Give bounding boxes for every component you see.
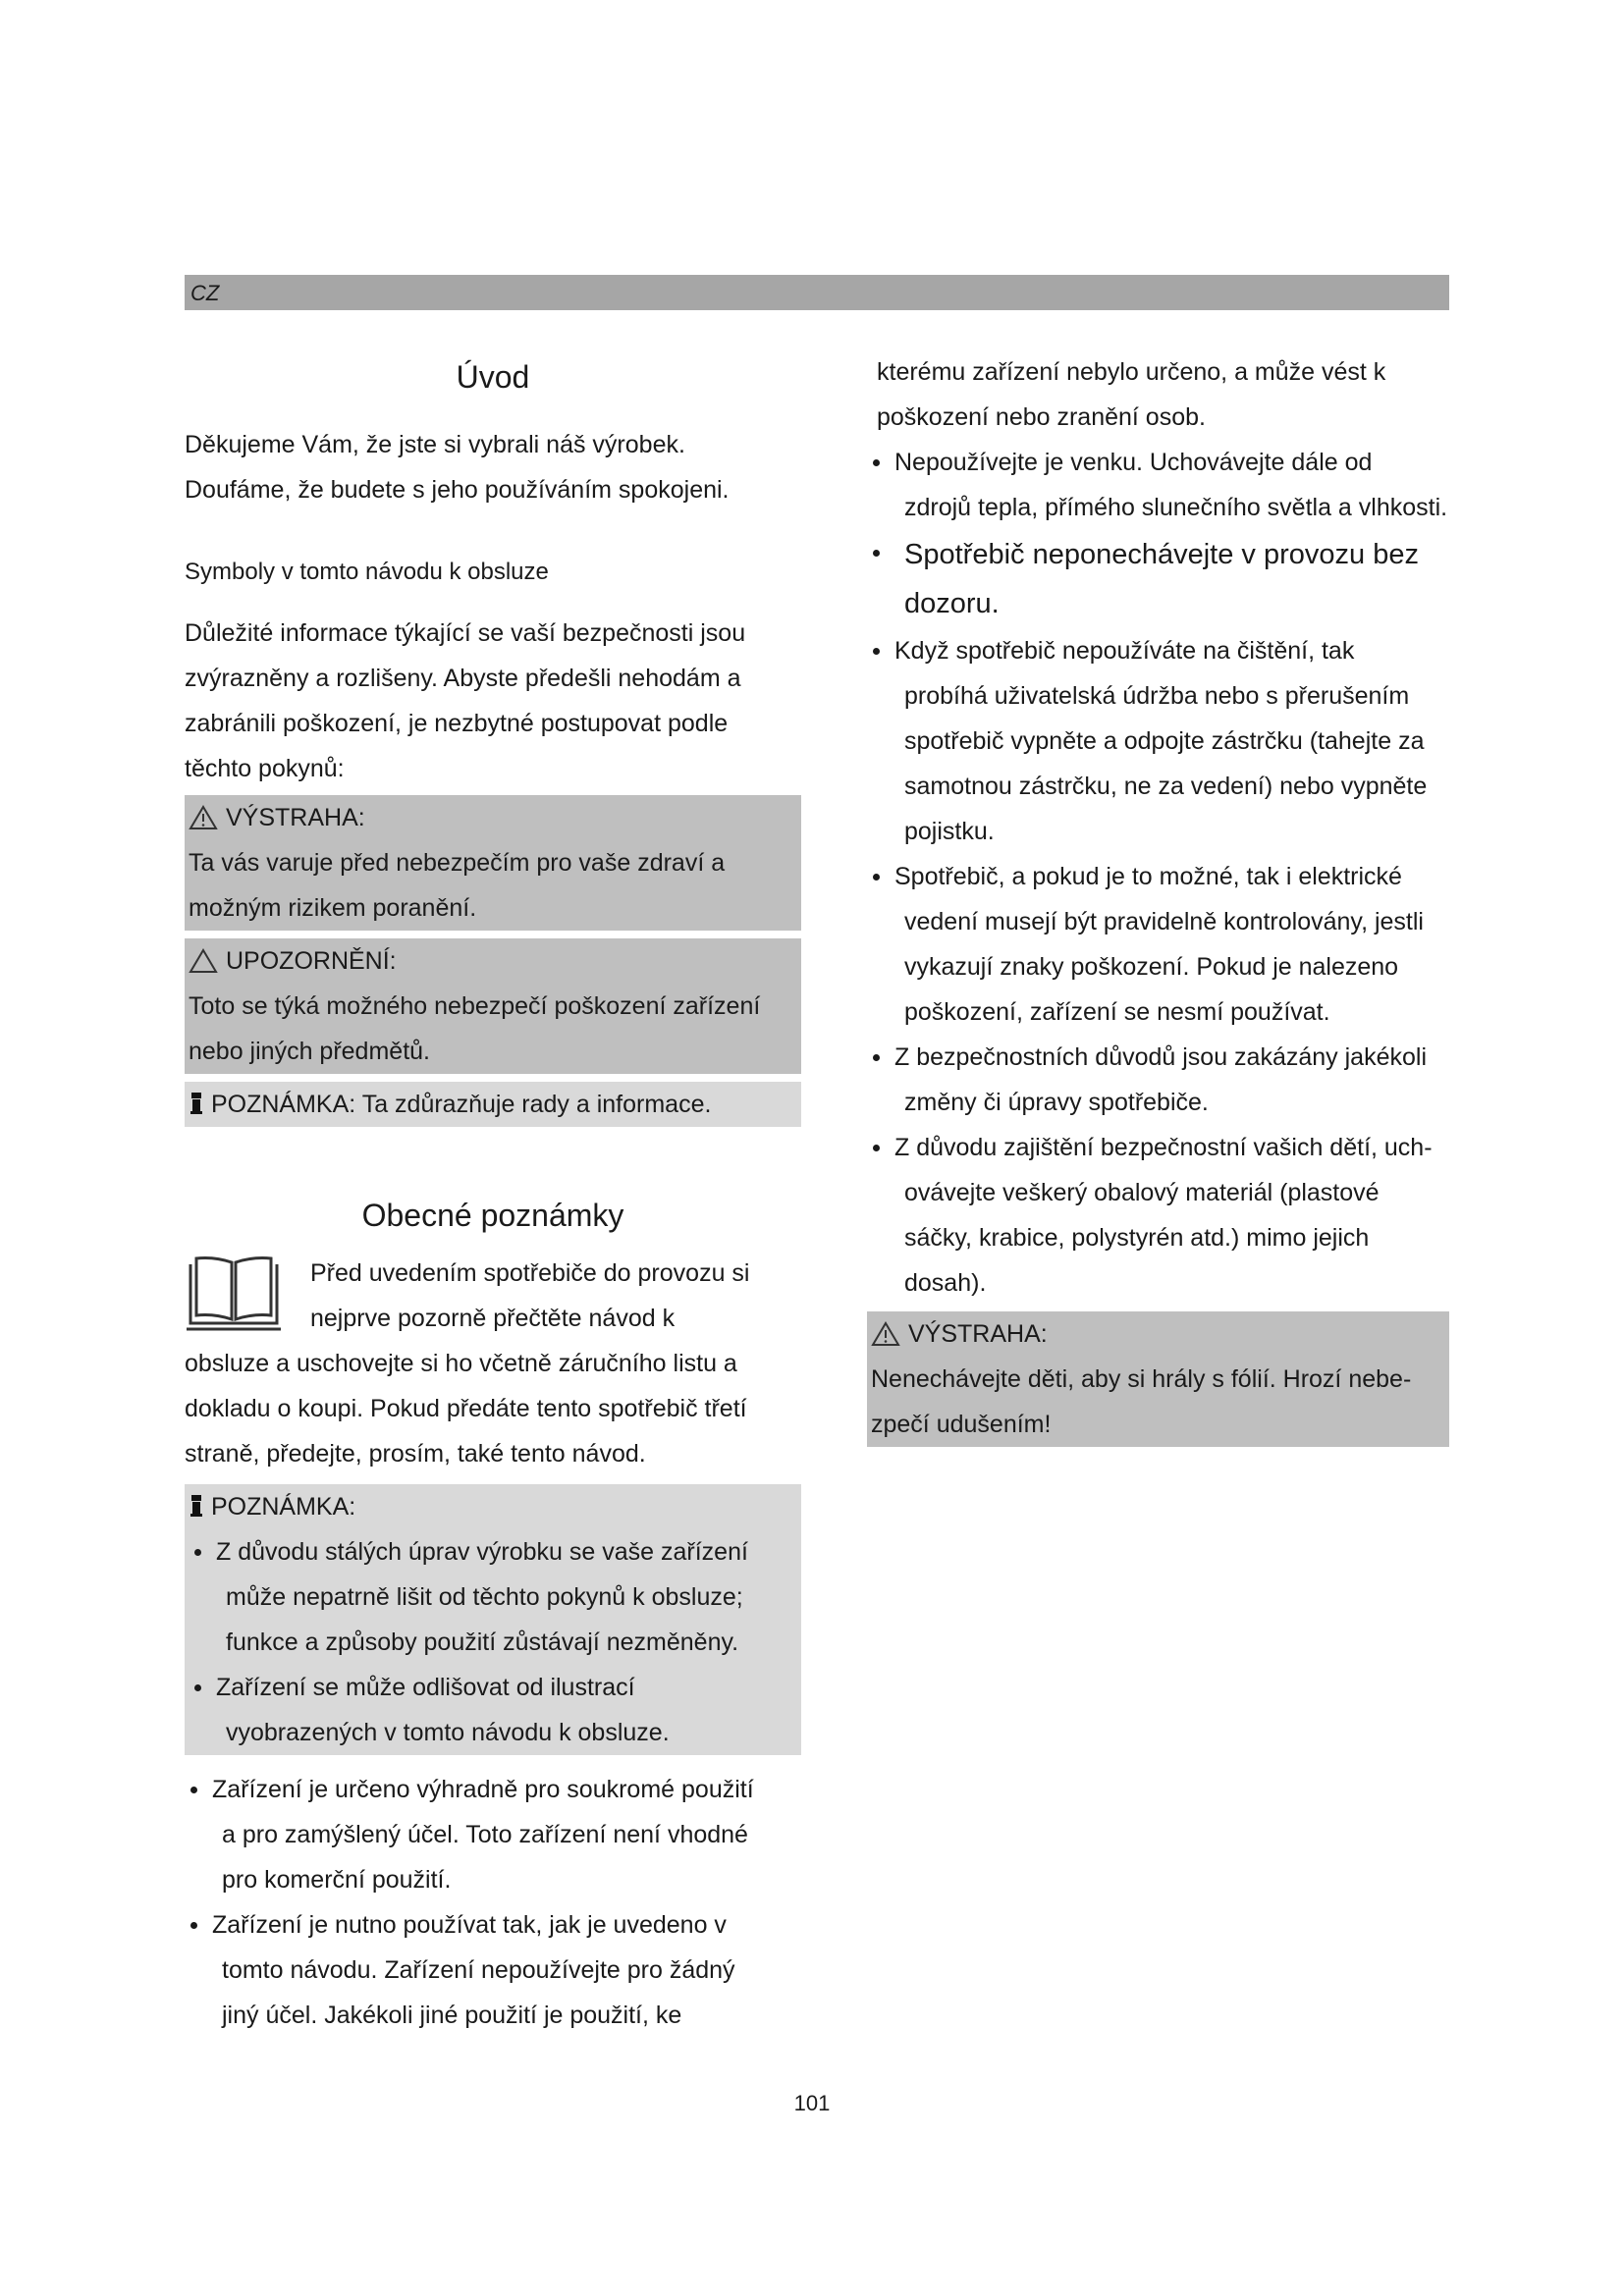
list-item — [867, 1035, 1449, 1125]
general-title: Obecné poznámky — [361, 1198, 624, 1233]
language-bar — [185, 275, 1449, 310]
language-code: CZ — [190, 281, 220, 305]
list-line: Z bezpečnostních důvodů jsou zakázány jakékoli — [894, 1043, 1427, 1071]
info-icon — [189, 1091, 204, 1116]
list-item — [189, 1665, 797, 1755]
symbols-text — [185, 611, 801, 791]
list-line: Z důvodu stálých úprav výrobku se vaše zařízení — [216, 1538, 748, 1566]
caution-title — [189, 938, 797, 984]
list-line: vykazují znaky poškození. Pokud je nalezeno — [904, 953, 1399, 981]
caution-title-text: UPOZORNĚNÍ: — [226, 947, 397, 975]
note2-box — [185, 1484, 801, 1755]
warning-icon — [189, 805, 218, 830]
info-icon — [189, 1493, 204, 1519]
left-column — [185, 349, 801, 2038]
note-line — [189, 1082, 797, 1127]
list-line: dosah). — [904, 1269, 987, 1297]
list-line: Nepoužívejte je venku. Uchovávejte dále od — [894, 449, 1373, 476]
note-box — [185, 1082, 801, 1127]
list-line: Z důvodu zajištění bezpečnostní vašich dětí, uch- — [894, 1134, 1433, 1161]
list-item — [185, 1902, 801, 2038]
symbols-line: zvýrazněny a rozlišeny. Abyste předešli nehodám a — [185, 665, 741, 692]
list-line: Když spotřebič nepoužíváte na čištění, tak — [894, 637, 1355, 665]
general-line: dokladu o koupi. Pokud předáte tento spotřebič třetí — [185, 1395, 747, 1422]
note2-title — [189, 1484, 797, 1529]
list-item — [867, 1125, 1449, 1306]
general-line: Před uvedením spotřebiče do provozu si — [310, 1259, 750, 1287]
list-line: poškození, zařízení se nesmí používat. — [904, 998, 1330, 1026]
caution-line: nebo jiných předmětů. — [189, 1038, 430, 1065]
list-line: Spotřebič neponechávejte v provozu bez — [904, 539, 1419, 570]
intro-line: Děkujeme Vám, že jste si vybrali náš výrobek. — [185, 431, 685, 458]
right-column — [867, 349, 1449, 1447]
general-line: straně, předejte, prosím, také tento návod. — [185, 1440, 646, 1468]
warning-title — [189, 795, 797, 840]
left-bullet-list — [185, 1767, 801, 2038]
list-item — [867, 440, 1449, 530]
general-text — [185, 1251, 801, 1476]
list-line: Spotřebič, a pokud je to možné, tak i elektrické — [894, 863, 1402, 890]
list-line: změny či úpravy spotřebiče. — [904, 1089, 1209, 1116]
list-line: vedení musejí být pravidelně kontrolovány, jestli — [904, 908, 1424, 935]
symbols-line: zabránili poškození, je nezbytné postupovat podle — [185, 710, 729, 737]
symbols-line: Důležité informace týkající se vaší bezpečnosti jsou — [185, 619, 746, 647]
symbols-heading: Symboly v tomto návodu k obsluze — [185, 559, 549, 585]
note2-title-text: POZNÁMKA: — [210, 1493, 356, 1521]
right-warning-box — [867, 1311, 1449, 1447]
list-line: sáčky, krabice, polystyrén atd.) mimo jejich — [904, 1224, 1370, 1252]
general-line: obsluze a uschovejte si ho včetně záručního listu a — [185, 1350, 737, 1377]
right-bullet-list — [867, 440, 1449, 1306]
note-text: Ta zdůrazňuje rady a informace. — [355, 1091, 712, 1118]
list-line: pro komerční použití. — [222, 1866, 452, 1894]
list-item — [867, 530, 1449, 628]
list-line: zdrojů tepla, přímého slunečního světla a vlhkosti. — [904, 494, 1448, 521]
list-line: dozoru. — [904, 588, 1000, 619]
right-warning-line: Nenechávejte děti, aby si hrály s fólií. Hrozí nebe- — [871, 1365, 1412, 1393]
list-item — [867, 628, 1449, 854]
list-line: ovávejte veškerý obalový materiál (plastové — [904, 1179, 1380, 1206]
intro-text — [185, 422, 801, 512]
book-icon — [185, 1255, 283, 1335]
intro-line: Doufáme, že budete s jeho používáním spokojeni. — [185, 476, 730, 504]
list-line: může nepatrně lišit od těchto pokynů k obsluze; — [226, 1583, 743, 1611]
caution-box — [185, 938, 801, 1074]
general-line: nejprve pozorně přečtěte návod k — [310, 1305, 676, 1332]
list-item — [867, 854, 1449, 1035]
list-line: jiný účel. Jakékoli jiné použití je použití, ke — [222, 2002, 682, 2029]
warning-line: možným rizikem poranění. — [189, 894, 477, 922]
right-warning-line: zpečí udušením! — [871, 1411, 1052, 1438]
list-line: Zařízení je určeno výhradně pro soukromé použití — [212, 1776, 754, 1803]
warning-box — [185, 795, 801, 931]
list-line: probíhá uživatelská údržba nebo s přerušením — [904, 682, 1410, 710]
list-item — [189, 1529, 797, 1665]
caution-line: Toto se týká možného nebezpečí poškození zařízení — [189, 992, 761, 1020]
warning-line: Ta vás varuje před nebezpečím pro vaše zdraví a — [189, 849, 726, 877]
list-line: Zařízení je nutno používat tak, jak je uvedeno v — [212, 1911, 727, 1939]
intro-title: Úvod — [456, 359, 530, 395]
list-line: funkce a způsoby použití zůstávají nezměněny. — [226, 1629, 739, 1656]
list-line: spotřebič vypněte a odpojte zástrčku (tahejte za — [904, 727, 1425, 755]
note-title: POZNÁMKA: — [210, 1091, 356, 1118]
list-line: Zařízení se může odlišovat od ilustrací — [216, 1674, 635, 1701]
list-item — [185, 1767, 801, 1902]
right-warning-title — [871, 1311, 1445, 1357]
page-number: 101 — [793, 2091, 831, 2115]
warning-title-text: VÝSTRAHA: — [226, 804, 365, 831]
list-line: samotnou zástrčku, ne za vedení) nebo vypněte — [904, 773, 1428, 800]
note2-list — [189, 1529, 797, 1755]
list-line: tomto návodu. Zařízení nepoužívejte pro žádný — [222, 1956, 735, 1984]
symbols-line: těchto pokynů: — [185, 755, 345, 782]
warning-icon — [871, 1321, 900, 1347]
continued-line: poškození nebo zranění osob. — [877, 403, 1206, 431]
caution-icon — [189, 948, 218, 974]
right-warning-title-text: VÝSTRAHA: — [908, 1320, 1048, 1348]
list-line: a pro zamýšlený účel. Toto zařízení není vhodné — [222, 1821, 748, 1848]
list-line: vyobrazených v tomto návodu k obsluze. — [226, 1719, 670, 1746]
continued-line: kterému zařízení nebylo určeno, a může vést k — [877, 358, 1386, 386]
continued-text — [867, 349, 1449, 440]
list-line: pojistku. — [904, 818, 995, 845]
